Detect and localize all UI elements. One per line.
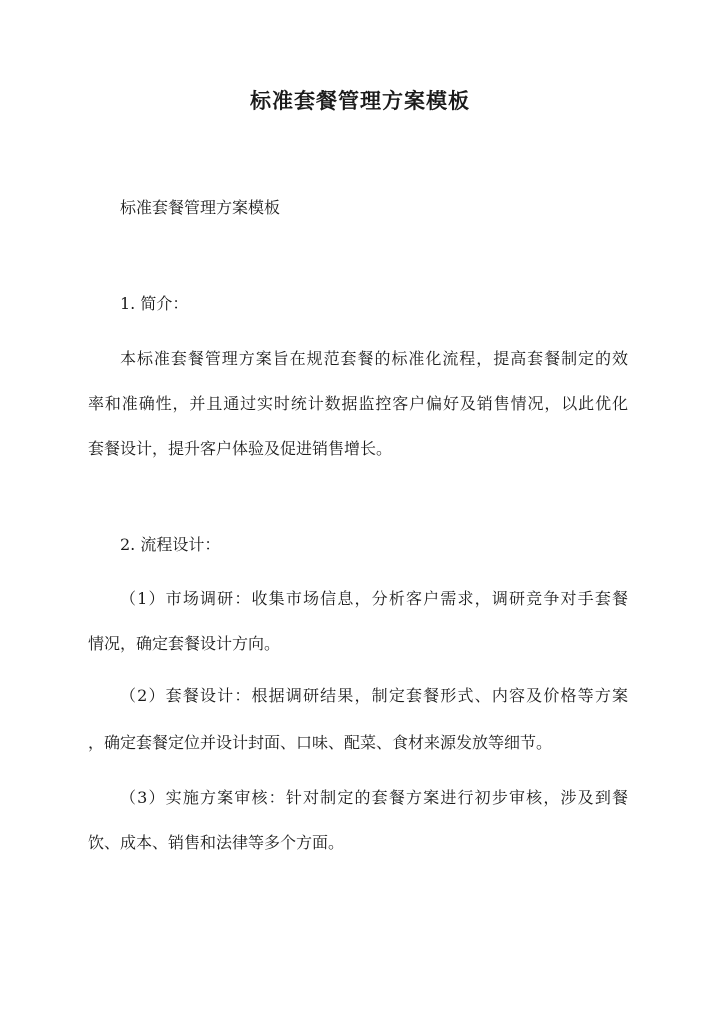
section-2-item-1-line: 情况，确定套餐设计方向。	[88, 634, 281, 653]
document-title: 标准套餐管理方案模板	[250, 88, 470, 113]
section-1-paragraph-line: 套餐设计，提升客户体验及促进销售增长。	[88, 439, 393, 458]
section-2-item-2-line: （2）套餐设计：根据调研结果，制定套餐形式、内容及价格等方案	[120, 686, 628, 705]
section-1-paragraph-line: 本标准套餐管理方案旨在规范套餐的标准化流程，提高套餐制定的效	[120, 349, 628, 368]
document-subtitle: 标准套餐管理方案模板	[120, 198, 281, 217]
section-1-paragraph-line: 率和准确性，并且通过实时统计数据监控客户偏好及销售情况，以此优化	[88, 394, 628, 413]
section-2-heading: 2. 流程设计：	[120, 535, 221, 554]
section-2-item-1-line: （1）市场调研：收集市场信息，分析客户需求，调研竞争对手套餐	[120, 589, 628, 608]
section-2-item-3-line: 饮、成本、销售和法律等多个方面。	[88, 833, 345, 852]
section-2-item-3-line: （3）实施方案审核：针对制定的套餐方案进行初步审核，涉及到餐	[120, 788, 628, 807]
section-1-heading: 1. 简介：	[120, 294, 189, 313]
section-2-item-2-line: ，确定套餐定位并设计封面、口味、配菜、食材来源发放等细节。	[88, 733, 553, 752]
